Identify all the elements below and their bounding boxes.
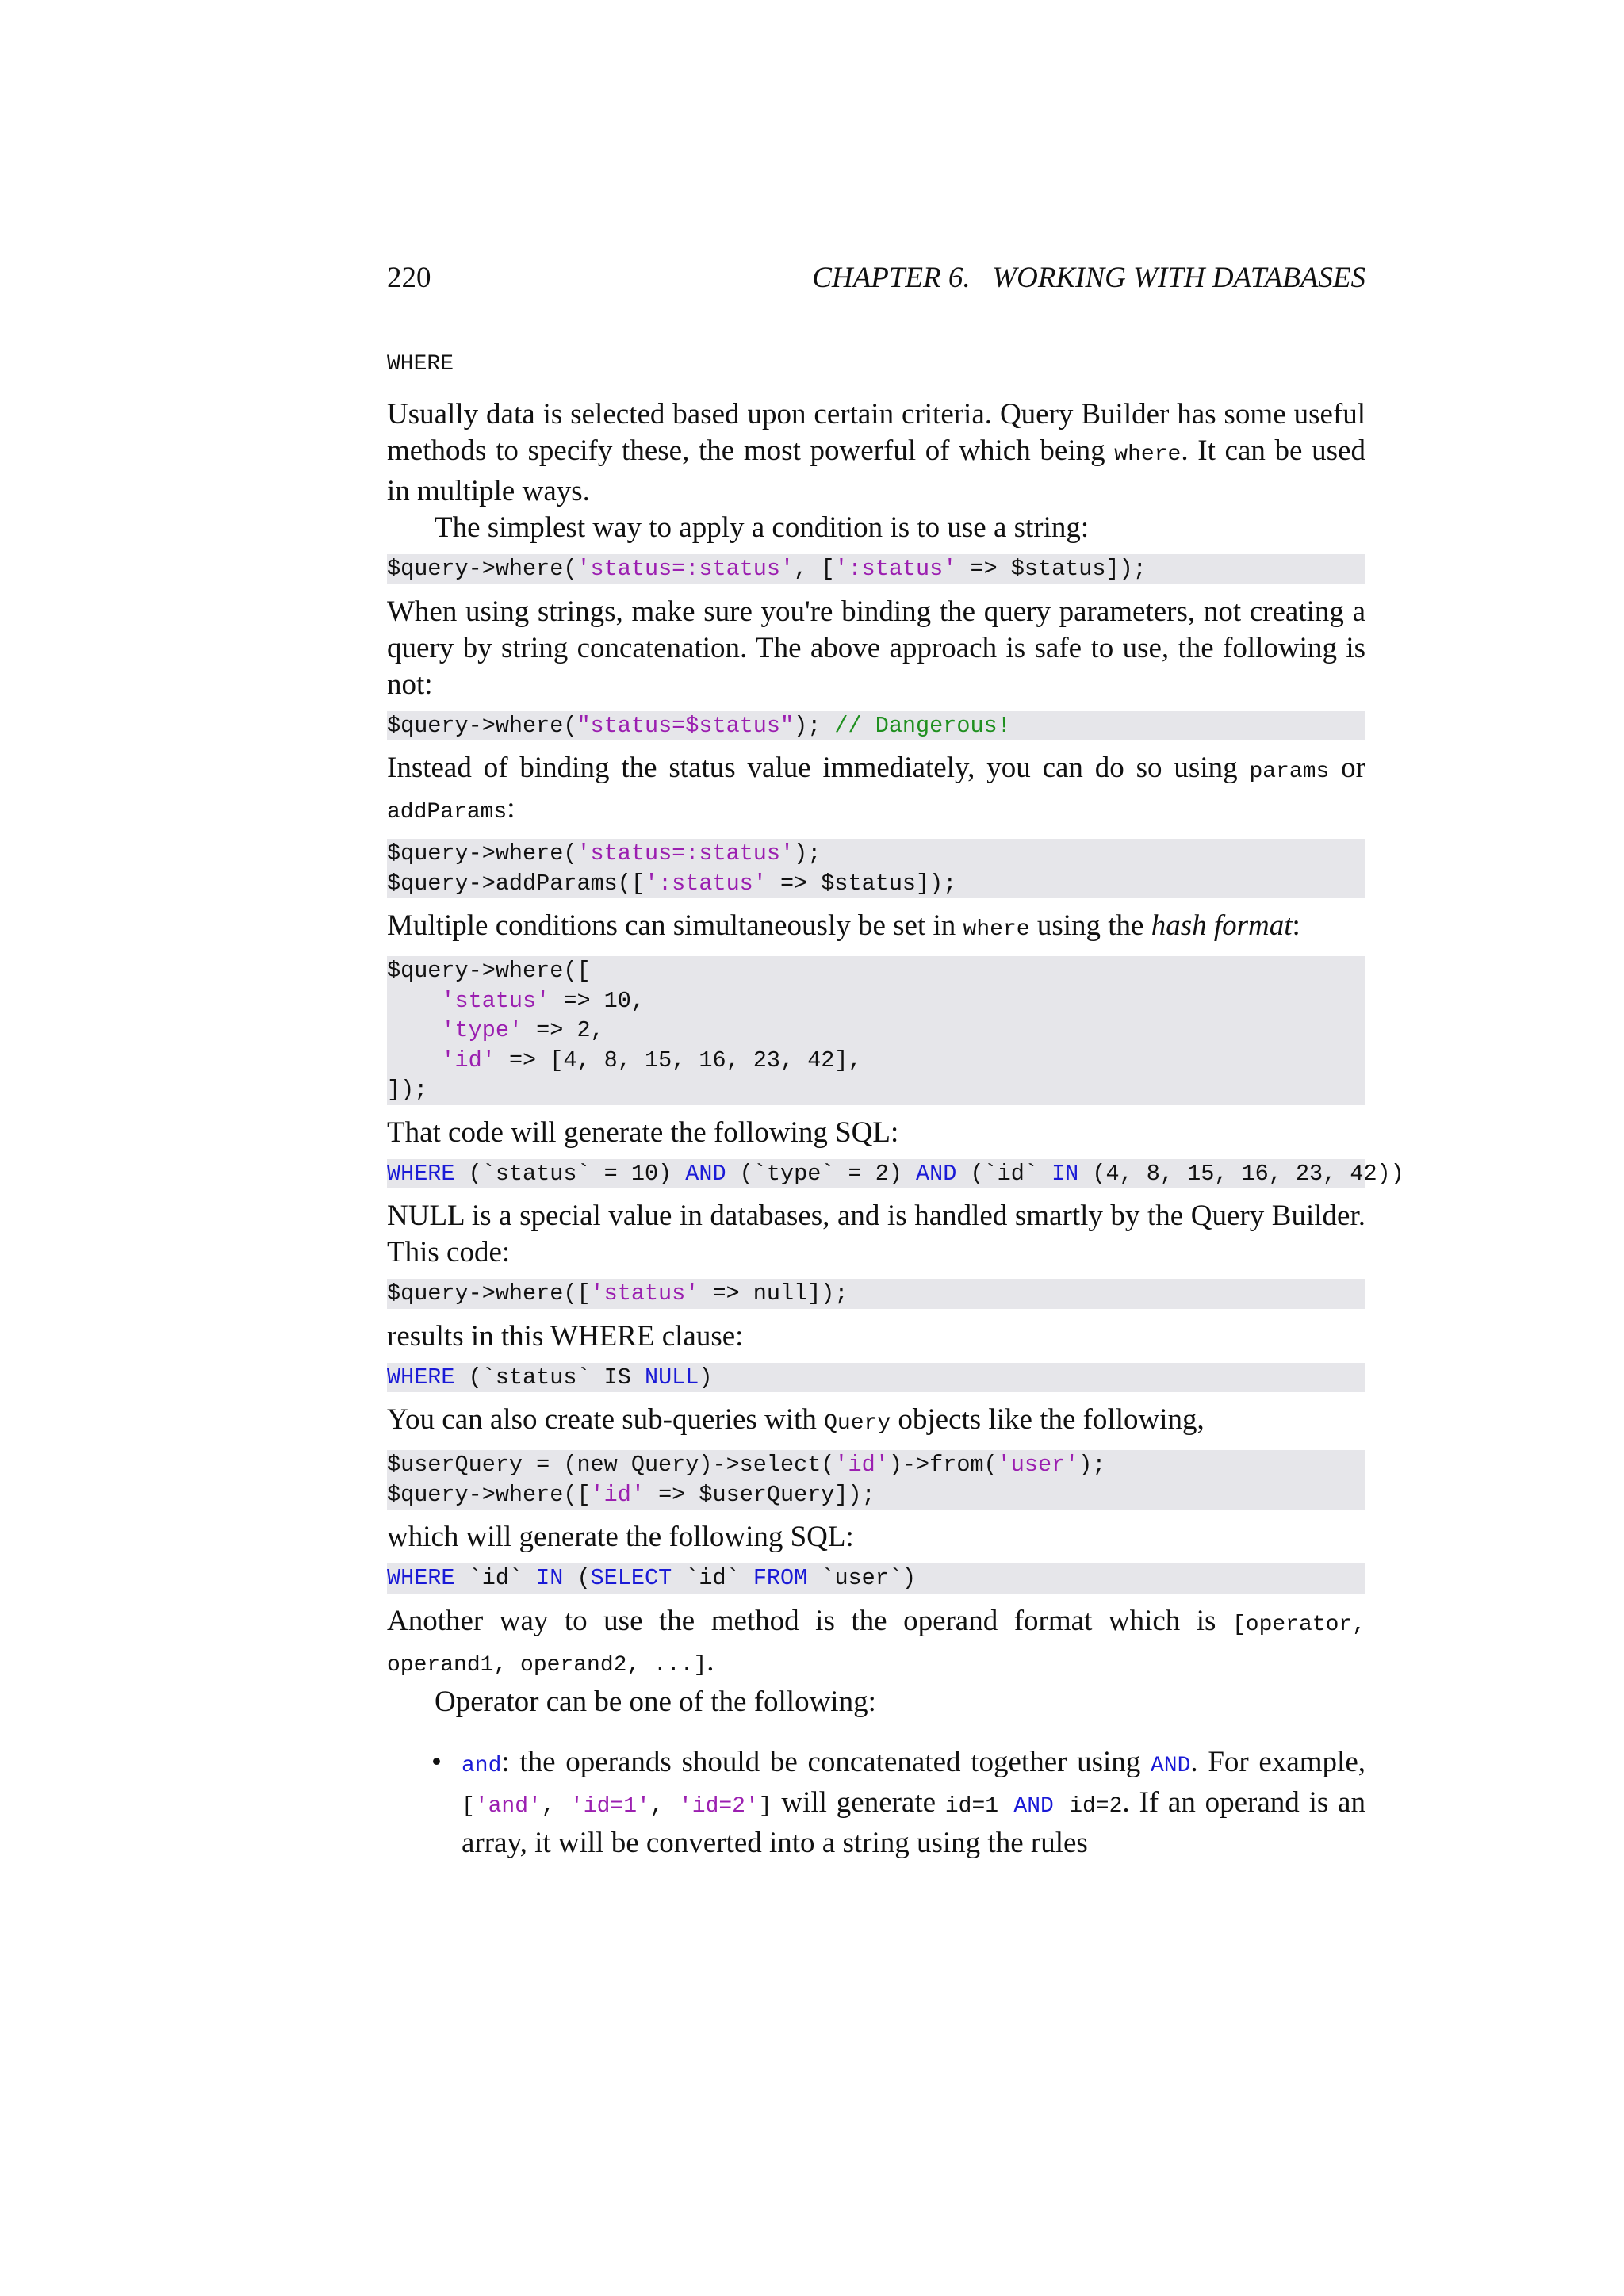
code-keyword: NULL xyxy=(644,1364,699,1391)
code-string: 'type' xyxy=(441,1017,523,1043)
text: . It can be used in multiple ways. xyxy=(387,434,1365,507)
code-text xyxy=(387,988,441,1014)
code-block-null xyxy=(387,1279,1365,1309)
inline-code: Query xyxy=(824,1411,891,1436)
text: Usually data is selected based upon certain criteria. Query Builder has some useful methods to specify these, the most powerful of which being xyxy=(387,398,1365,467)
code-string: 'status=:status' xyxy=(576,556,795,582)
code-text: `id` xyxy=(672,1565,753,1591)
code-text: => null]); xyxy=(699,1280,848,1307)
inline-code: addParams xyxy=(387,800,508,825)
text: : xyxy=(507,792,515,825)
paragraph-where-clause: results in this WHERE clause: xyxy=(387,1319,744,1353)
inline-code: [ xyxy=(462,1793,475,1819)
code-string: ':status' xyxy=(644,870,767,897)
inline-code: [operator, operand1, operand2, ...] xyxy=(387,1612,1365,1678)
paragraph-operand-format xyxy=(387,1603,1365,1684)
code-text: `user`) xyxy=(807,1565,917,1591)
code-text: => $userQuery]); xyxy=(644,1481,875,1508)
inline-code: , xyxy=(541,1793,570,1819)
code-string: 'user' xyxy=(997,1452,1079,1478)
code-text: $query->where( xyxy=(387,840,577,867)
paragraph-binding-warning: When using strings, make sure you're binding the query parameters, not creating a query by string concatenation. The above approach is safe to use, the following is not: xyxy=(387,595,1365,701)
code-string: 'id' xyxy=(834,1452,889,1478)
page-header xyxy=(387,260,1365,297)
code-text: $query->where([ xyxy=(387,1280,591,1307)
code-string: ':status' xyxy=(834,556,957,582)
inline-code-keyword: AND xyxy=(1150,1753,1191,1778)
code-text: ( xyxy=(563,1565,591,1591)
text: using the xyxy=(1029,909,1151,942)
code-text: (`status` = 10) xyxy=(454,1160,686,1187)
code-text: (4, 8, 15, 16, 23, 42)) xyxy=(1078,1160,1404,1187)
code-text: $query->where( xyxy=(387,712,577,739)
code-text: (`status` IS xyxy=(454,1364,645,1391)
code-text: $query->addParams([ xyxy=(387,870,645,897)
inline-code-keyword: and xyxy=(462,1753,502,1778)
code-comment: // Dangerous! xyxy=(834,712,1011,739)
text: Multiple conditions can simultaneously be set in xyxy=(387,909,963,942)
text: will generate xyxy=(772,1785,945,1819)
text: objects like the following, xyxy=(891,1403,1205,1436)
code-keyword: WHERE xyxy=(387,1160,455,1187)
code-string: "status=$status" xyxy=(576,712,795,739)
text: . If an operand is an array, it will be converted into a string using the rules xyxy=(462,1785,1365,1859)
code-text: , [ xyxy=(794,556,835,582)
code-string: 'id' xyxy=(441,1047,496,1073)
code-block-sql-where xyxy=(387,1159,1404,1189)
code-text: ]); xyxy=(387,1077,428,1103)
code-string: 'status=:status' xyxy=(576,840,795,867)
text: Another way to use the method is the operand format which is xyxy=(387,1604,1232,1637)
text: . xyxy=(707,1644,714,1678)
code-text: => $status]); xyxy=(766,870,957,897)
text: : the operands should be concatenated together using xyxy=(501,1745,1151,1778)
code-keyword: WHERE xyxy=(387,1565,455,1591)
text: or xyxy=(1329,752,1365,784)
paragraph-subqueries xyxy=(387,1402,1365,1442)
code-block-sql-null xyxy=(387,1363,1365,1393)
code-text: => 2, xyxy=(523,1017,604,1043)
code-text: $query->where([ xyxy=(387,1481,591,1508)
page-body xyxy=(387,349,1404,1862)
text: : xyxy=(1292,909,1300,942)
inline-code-string: 'id=2' xyxy=(678,1793,759,1819)
inline-code: id=2 xyxy=(1053,1793,1123,1819)
chapter-title: CHAPTER 6. WORKING WITH DATABASES xyxy=(812,262,1365,294)
code-text: (`type` = 2) xyxy=(726,1160,917,1187)
inline-code: where xyxy=(1114,442,1182,467)
code-text: ); xyxy=(1078,1452,1106,1478)
code-text: => [4, 8, 15, 16, 23, 42], xyxy=(495,1047,862,1073)
code-text: ); xyxy=(794,712,835,739)
code-string: 'status' xyxy=(590,1280,699,1307)
code-text: $query->where( xyxy=(387,556,577,582)
paragraph-params xyxy=(387,750,1365,831)
code-text: ); xyxy=(794,840,822,867)
code-text: )->from( xyxy=(888,1452,998,1478)
code-keyword: AND xyxy=(916,1160,957,1187)
paragraph-null: NULL is a special value in databases, and is handled smartly by the Query Builder. This code: xyxy=(387,1200,1365,1269)
code-block-hash-format xyxy=(387,956,1365,1105)
inline-code: ] xyxy=(758,1793,772,1819)
paragraph-operator-list-intro: Operator can be one of the following: xyxy=(435,1685,876,1718)
code-text: $query->where([ xyxy=(387,958,591,984)
code-text xyxy=(387,1047,441,1073)
inline-code: id=1 xyxy=(944,1793,1014,1819)
code-text: => $status]); xyxy=(956,556,1147,582)
bullet-dot: • xyxy=(431,1745,442,1778)
code-keyword: FROM xyxy=(753,1565,808,1591)
inline-code: params xyxy=(1249,760,1330,784)
code-keyword: SELECT xyxy=(590,1565,672,1591)
code-block-string-condition xyxy=(387,554,1365,584)
code-text: $userQuery = (new Query)->select( xyxy=(387,1452,835,1478)
text: You can also create sub-queries with xyxy=(387,1403,825,1436)
paragraph-hash-format xyxy=(387,908,1365,948)
emphasis: hash format xyxy=(1151,909,1293,942)
inline-code-string: 'id=1' xyxy=(569,1793,650,1819)
paragraph-generate-sql-2: which will generate the following SQL: xyxy=(387,1521,854,1553)
code-string: 'status' xyxy=(441,987,550,1014)
code-keyword: WHERE xyxy=(387,1364,455,1391)
text: . For example, xyxy=(1190,1745,1365,1778)
operator-list xyxy=(387,1744,1365,1862)
section-heading: WHERE xyxy=(387,352,454,377)
list-item xyxy=(387,1744,1365,1862)
code-text: `id` xyxy=(454,1565,537,1591)
page-number: 220 xyxy=(387,262,431,294)
code-text: ) xyxy=(699,1364,713,1391)
code-text: (`id` xyxy=(956,1160,1052,1187)
text: Instead of binding the status value immediately, you can do so using xyxy=(387,752,1250,784)
code-keyword: IN xyxy=(1051,1160,1079,1187)
inline-code: where xyxy=(963,917,1030,942)
code-text xyxy=(387,1017,441,1043)
inline-code: , xyxy=(649,1793,679,1819)
paragraph-generate-sql: That code will generate the following SQL: xyxy=(387,1115,899,1149)
code-block-subquery xyxy=(387,1450,1365,1510)
inline-code-string: 'and' xyxy=(474,1793,542,1819)
code-block-add-params xyxy=(387,839,1365,898)
paragraph-simplest: The simplest way to apply a condition is to use a string: xyxy=(435,511,1090,544)
code-text: => 10, xyxy=(550,987,645,1014)
code-block-sql-subquery xyxy=(387,1563,1365,1594)
code-block-dangerous xyxy=(387,711,1365,741)
code-string: 'id' xyxy=(590,1481,645,1508)
inline-code-keyword: AND xyxy=(1013,1793,1054,1819)
paragraph-intro xyxy=(387,396,1365,510)
code-keyword: AND xyxy=(685,1160,726,1187)
code-keyword: IN xyxy=(536,1565,564,1591)
